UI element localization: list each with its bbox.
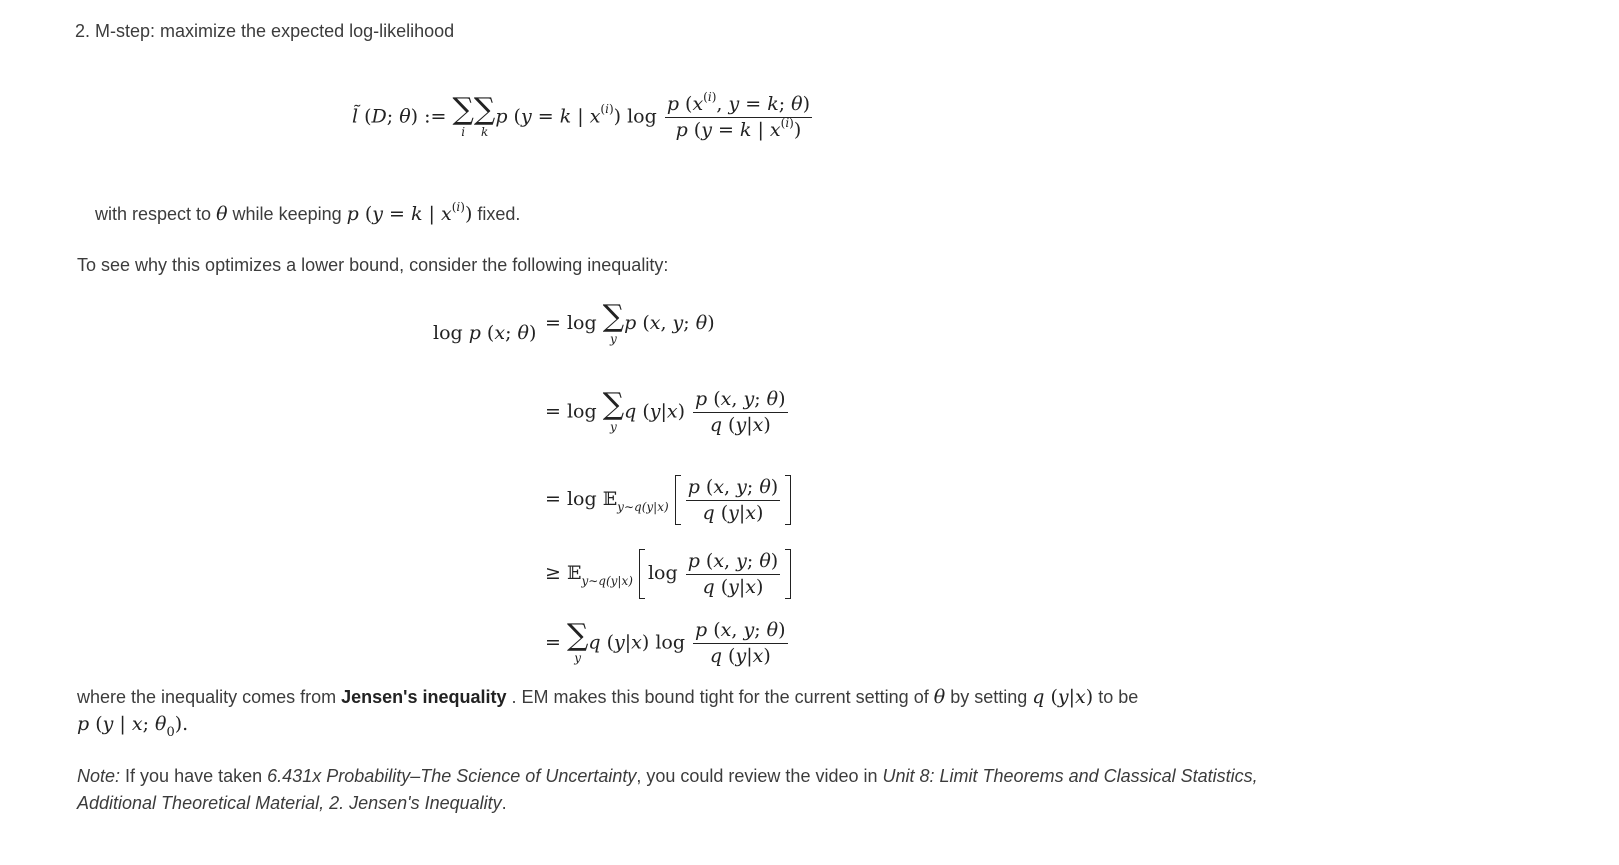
jensen-inequality-label: Jensen's inequality bbox=[341, 687, 507, 707]
with-respect-line: with respect to θ while keeping p (y = k | $x^{(i)}$) fixed. bbox=[95, 200, 521, 225]
unit-name: Unit 8: Limit Theorems and Classical Statistics, bbox=[882, 766, 1258, 786]
derivation-lhs: log p (x; θ) bbox=[433, 322, 537, 344]
derivation-line-2: = log ∑ y q (y|x) $\frac{p (x, y; \theta)}{q (y|x)}$ bbox=[545, 387, 786, 436]
material-name: Additional Theoretical Material, 2. Jensen's Inequality bbox=[77, 793, 502, 813]
derivation-line-4: ≥ 𝔼$_{y\sim q(y|x)}$ log $\frac{p (x, y; \theta)}{q (y|x)}$ bbox=[545, 549, 791, 599]
note-line-1: Note: If you have taken 6.431x Probability–The Science of Uncertainty, you could review the video in Unit 8: Limit Theorems and Classical Statistics, bbox=[77, 766, 1258, 786]
course-name: 6.431x Probability–The Science of Uncertainty bbox=[267, 766, 637, 786]
derivation-line-3: = log 𝔼$_{y\sim q(y|x)}$ $\frac{p (x, y; \theta)}{q (y|x)}$ bbox=[545, 475, 791, 525]
step-heading: 2. M-step: maximize the expected log-likelihood bbox=[75, 21, 455, 41]
note-label: Note: bbox=[77, 766, 121, 786]
derivation-line-1: = log ∑ y p (x, y; θ) bbox=[545, 299, 715, 346]
where-paragraph-line-1: where the inequality comes from Jensen's inequality . EM makes this bound tight for the current setting of θ by setting q (y|x) to be bbox=[77, 686, 1139, 708]
expected-log-likelihood-equation: l̃ (D; θ) := ∑ i ∑ k p (y = k | $x^{(i)}$) log $\frac{p (x^{(i)}, y = k; \theta)}{p (y = k | x^{(i)})}$ bbox=[352, 90, 811, 141]
where-paragraph-line-2: p (y | x; $\theta_0$). bbox=[77, 713, 189, 740]
note-line-2: Additional Theoretical Material, 2. Jensen's Inequality. bbox=[77, 793, 507, 813]
intro-text: To see why this optimizes a lower bound, consider the following inequality: bbox=[77, 255, 669, 275]
derivation-line-5: = ∑ y q (y|x) log $\frac{p (x, y; \theta)}{q (y|x)}$ bbox=[545, 618, 786, 667]
